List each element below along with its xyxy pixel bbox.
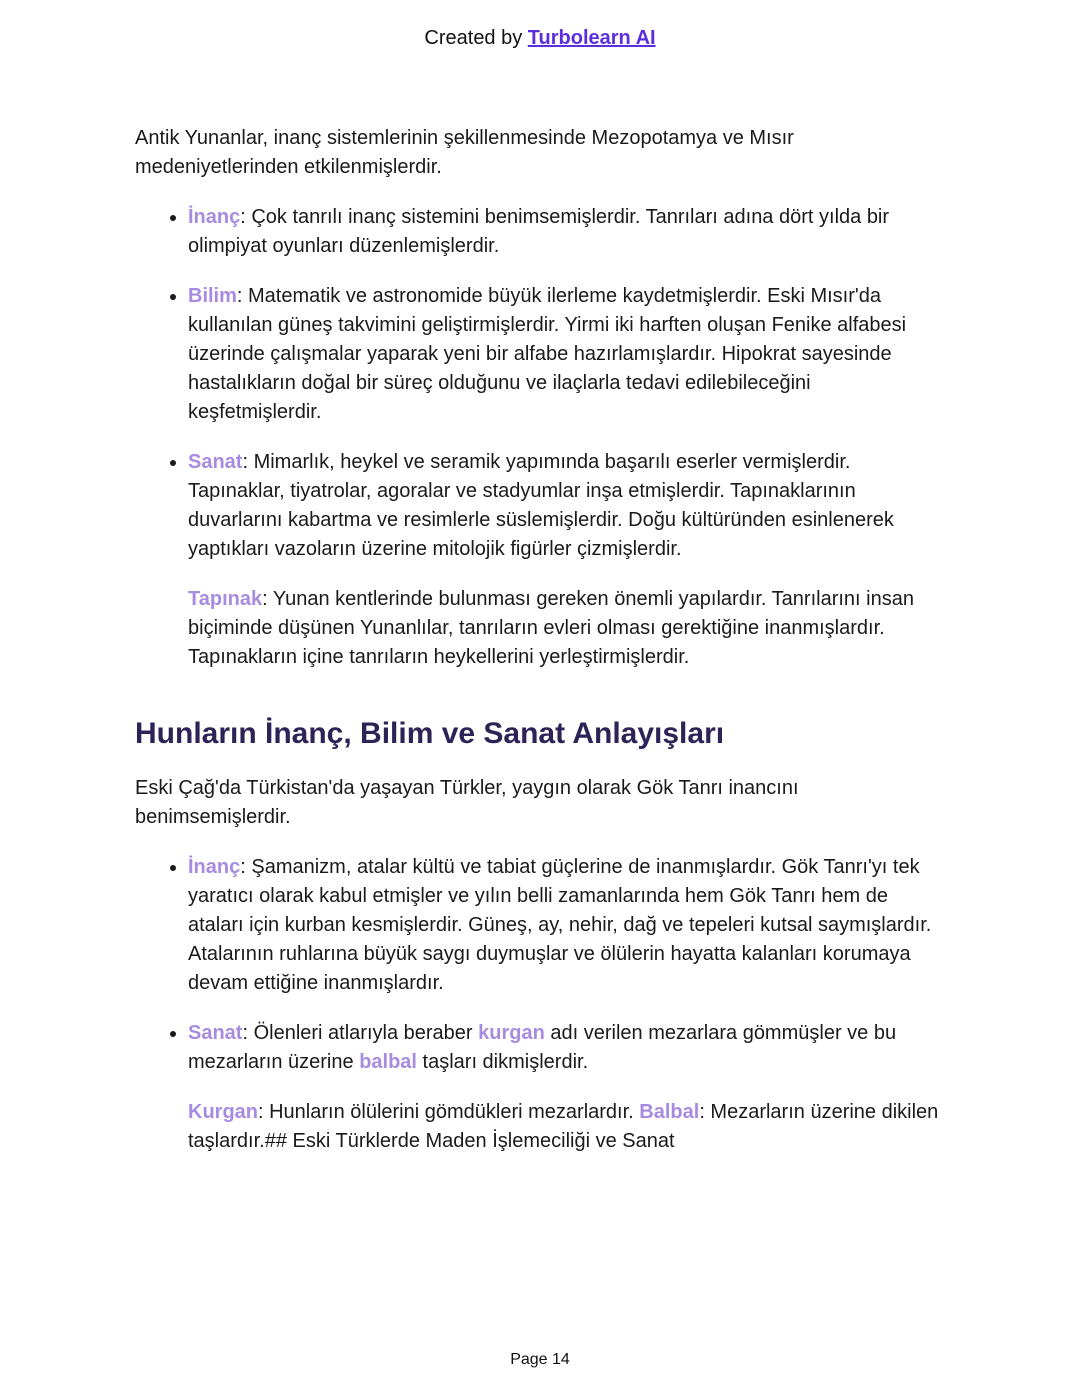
text-segment: : Hunların ölülerini gömdükleri mezarlardır. — [258, 1101, 640, 1123]
highlighted-term: Balbal — [639, 1101, 700, 1123]
highlighted-term: Sanat — [188, 1022, 243, 1044]
header-prefix: Created by — [424, 27, 528, 49]
bullet-item — [188, 448, 947, 564]
text-segment: Eski Çağ'da Türkistan'da yaşayan Türkler, yaygın olarak Gök Tanrı inancını benimsemişlerdir. — [135, 777, 799, 828]
text-segment: : Şamanizm, atalar kültü ve tabiat güçlerine de inanmışlardır. Gök Tanrı'yı tek yaratıcı olarak kabul etmişler ve yılın belli zamanlarında hem Gök Tanrı hem de ataları için kurban kesmişlerdir. Güneş, ay, nehir, dağ ve tepeleri kutsal saymışlardır. Atalarının ruhlarına büyük saygı duymuşlar ve ölülerin hayatta kalanları korumaya devam ettiğine inanmışlardır. — [188, 856, 932, 994]
text-segment: taşları dikmişlerdir. — [416, 1051, 589, 1073]
highlighted-term: İnanç — [188, 856, 241, 878]
section2-bullet-list — [135, 853, 947, 1077]
section1-intro — [135, 124, 947, 182]
turbolearn-link[interactable]: Turbolearn AI — [527, 27, 656, 49]
highlighted-term: balbal — [359, 1051, 417, 1073]
highlighted-term: İnanç — [188, 206, 241, 228]
bullet-item — [188, 282, 947, 427]
text-segment: : Mezarların üzerine dikilen taşlardır.## Eski Türklerde Maden İşlemeciliği ve Sanat — [188, 1101, 939, 1152]
bullet-item — [188, 203, 947, 261]
text-segment: Antik Yunanlar, inanç sistemlerinin şekillenmesinde Mezopotamya ve Mısır medeniyetlerinden etkilenmişlerdir. — [135, 127, 794, 178]
highlighted-term: Sanat — [188, 451, 243, 473]
highlighted-term: Kurgan — [188, 1101, 258, 1123]
document-body — [135, 124, 947, 1177]
bullet-item — [188, 853, 947, 998]
text-segment: : Çok tanrılı inanç sistemini benimsemişlerdir. Tanrıları adına dört yılda bir olimpiyat oyunları düzenlemişlerdir. — [188, 206, 890, 257]
page-header — [0, 27, 1080, 50]
section2-intro — [135, 774, 947, 832]
page-number: Page 14 — [510, 1351, 570, 1368]
highlighted-term: kurgan — [478, 1022, 545, 1044]
definition-note — [188, 585, 947, 672]
text-segment: : Mimarlık, heykel ve seramik yapımında başarılı eserler vermişlerdir. Tapınaklar, tiyatrolar, agoralar ve stadyumlar inşa etmişlerdir. Tapınaklarının duvarlarını kabartma ve resimlerle süslemişlerdir. Doğu kültüründen esinlenerek yaptıkları vazoların üzerine mitolojik figürler çizmişlerdir. — [188, 451, 894, 560]
definition-note — [188, 1098, 947, 1156]
section1-bullet-list — [135, 203, 947, 564]
bullet-item — [188, 1019, 947, 1077]
text-segment: : Yunan kentlerinde bulunması gereken önemli yapılardır. Tanrılarını insan biçiminde düşünen Yunanlılar, tanrıların evleri olması gerektiğine inanmışlardır. Tapınakların içine tanrıların heykellerini yerleştirmişlerdir. — [188, 588, 914, 668]
text-segment: : Ölenleri atlarıyla beraber — [242, 1022, 479, 1044]
section-heading: Hunların İnanç, Bilim ve Sanat Anlayışları — [135, 717, 725, 750]
highlighted-term: Bilim — [188, 285, 237, 307]
text-segment: : Matematik ve astronomide büyük ilerleme kaydetmişlerdir. Eski Mısır'da kullanılan güneş takvimini geliştirmişlerdir. Yirmi iki harften oluşan Fenike alfabesi üzerinde çalışmalar yaparak yeni bir alfabe hazırlamışlardır. Hipokrat sayesinde hastalıkların doğal bir süreç olduğunu ve ilaçlarla tedavi edilebileceğini keşfetmişlerdir. — [188, 285, 907, 423]
text-segment: adı verilen mezarlara gömmüşler ve bu mezarların üzerine — [188, 1022, 897, 1073]
highlighted-term: Tapınak — [188, 588, 263, 610]
